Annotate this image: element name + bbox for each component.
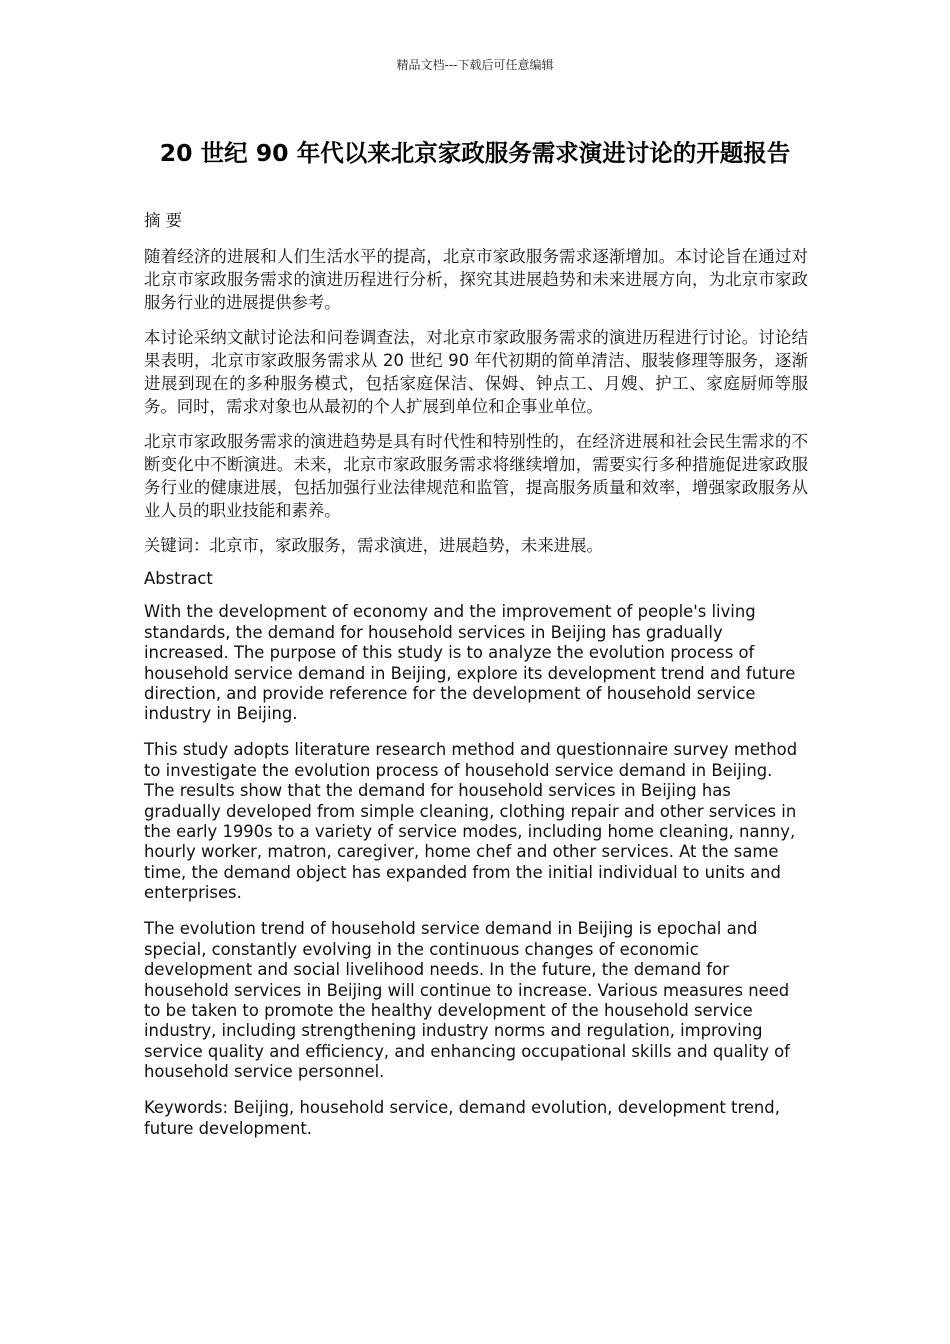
chinese-keywords: 关键词：北京市，家政服务，需求演进，进展趋势，未来进展。 [144, 536, 603, 555]
english-abstract-heading: Abstract [144, 569, 213, 588]
chinese-abstract-paragraph-2: 本讨论采纳文献讨论法和问卷调查法，对北京市家政服务需求的演进历程进行讨论。讨论结果表明，北京市家政服务需求从 20 世纪 90 年代初期的简单清洁、服装修理等服务，逐渐进展到现在的多种服务模式，包括家庭保洁、保姆、钟点工、月嫂、护工、家庭厨师等服务。同时，需求对象也从最初的个人扩展到单位和企事业单位。 [144, 328, 808, 416]
document-body [144, 209, 808, 1155]
chinese-abstract-heading: 摘 要 [144, 211, 182, 230]
english-keywords: Keywords: Beijing, household service, demand evolution, development trend, future development. [144, 1098, 780, 1138]
english-abstract-paragraph-1: With the development of economy and the improvement of people's living standards, the demand for household services in Beijing has gradually increased. The purpose of this study is to analyze the evolution process of household service demand in Beijing, explore its development trend and future direction, and provide reference for the development of household service industry in Beijing. [144, 602, 796, 724]
header-note: 精品文档---下载后可任意编辑 [396, 58, 554, 72]
english-abstract-paragraph-2: This study adopts literature research method and questionnaire survey method to investigate the evolution process of household service demand in Beijing. The results show that the demand for household services in Beijing has gradually developed from simple cleaning, clothing repair and other services in the early 1990s to a variety of service modes, including home cleaning, nanny, hourly worker, matron, caregiver, home chef and other services. At the same time, the demand object has expanded from the initial individual to units and enterprises. [144, 740, 798, 903]
chinese-abstract-paragraph-1: 随着经济的进展和人们生活水平的提高，北京市家政服务需求逐渐增加。本讨论旨在通过对北京市家政服务需求的演进历程进行分析，探究其进展趋势和未来进展方向，为北京市家政服务行业的进展提供参考。 [144, 247, 808, 312]
english-abstract-paragraph-3: The evolution trend of household service demand in Beijing is epochal and special, constantly evolving in the continuous changes of economic development and social livelihood needs. In the future, the demand for household services in Beijing will continue to increase. Various measures need to be taken to promote the healthy development of the household service industry, including strengthening industry norms and regulation, improving service quality and efficiency, and enhancing occupational skills and quality of household service personnel. [144, 919, 790, 1082]
document-title: 20 世纪 90 年代以来北京家政服务需求演进讨论的开题报告 [159, 139, 791, 167]
chinese-abstract-paragraph-3: 北京市家政服务需求的演进趋势是具有时代性和特别性的，在经济进展和社会民生需求的不断变化中不断演进。未来，北京市家政服务需求将继续增加，需要实行多种措施促进家政服务行业的健康进展，包括加强行业法律规范和监管，提高服务质量和效率，增强家政服务从业人员的职业技能和素养。 [144, 432, 808, 520]
